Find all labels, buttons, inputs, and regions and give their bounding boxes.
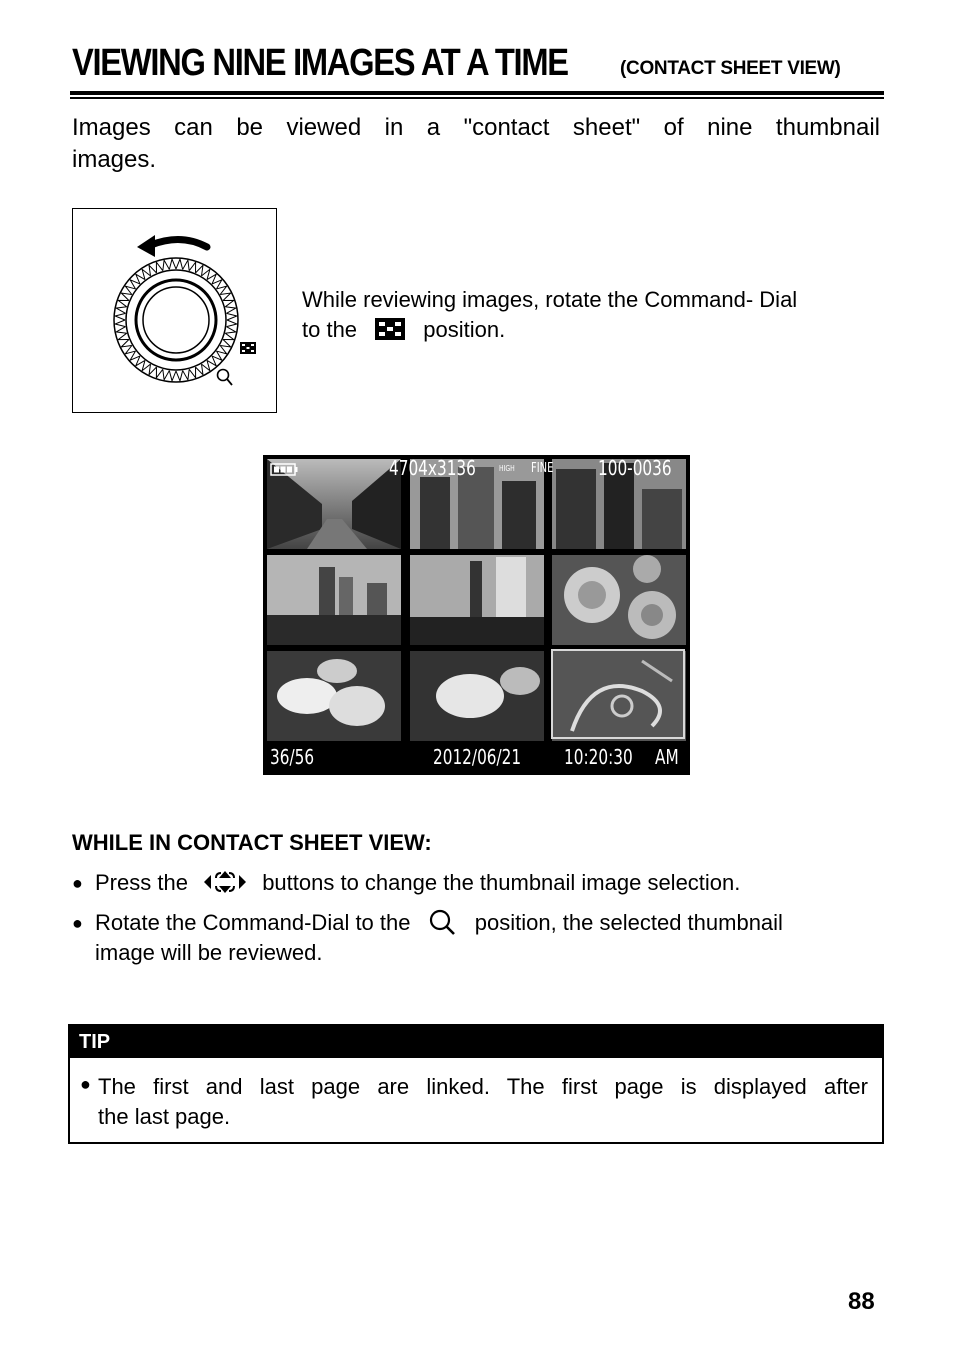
battery-icon [270,463,298,476]
bullet-dot: ● [72,873,83,893]
thumbnail-lilies-2[interactable] [410,651,544,741]
intro-line-2: images. [72,146,157,173]
lcd-quality-fine: FINE [531,461,554,476]
dial-instruction-line-2b: position. [423,317,506,342]
title-rule-thick [70,91,884,95]
command-dial-icon [73,209,276,412]
contact-sheet-icon [240,342,256,354]
thumbnail-skyline-2[interactable] [410,555,544,645]
thumbnail-roses[interactable] [552,555,686,645]
dial-instruction-line-2a: to the [302,317,358,342]
lcd-contact-sheet [263,455,690,775]
title-rule-thin [70,97,884,99]
bullet-2-after: position, the selected thumbnail [474,910,783,935]
bullet-dot: ● [72,913,83,933]
lcd-date: 2012/06/21 [433,745,522,769]
tip-label: TIP [70,1026,882,1058]
bullet-2-before: Rotate the Command-Dial to the [95,910,411,935]
lcd-time: 10:20:30 [564,745,633,769]
tip-bullet-dot: ● [80,1074,91,1094]
tip-text [98,1072,868,1132]
title-main: VIEWING NINE IMAGES AT A TIME [72,42,568,84]
dial-instruction [302,285,880,345]
tip-line-1: The first and last page are linked. The first page is displayed after [98,1074,868,1099]
thumbnail-skyline-1[interactable] [267,555,401,645]
intro-paragraph [72,112,880,176]
bullet-2-line2: image will be reviewed. [95,940,323,965]
tip-line-2: the last page. [98,1104,231,1129]
lcd-ampm: AM [655,745,679,769]
thumbnail-lilies-1[interactable] [267,651,401,741]
intro-line-1: Images can be viewed in a "contact sheet" of nine thumbnail [72,114,880,141]
page-number: 88 [848,1288,875,1315]
page-title [72,42,841,85]
section-heading: WHILE IN CONTACT SHEET VIEW: [72,830,432,855]
bullet-1-before: Press the [95,870,188,895]
contact-sheet-icon [375,318,405,340]
four-way-arrows-icon [204,869,246,895]
dial-instruction-line-1: While reviewing images, rotate the Command- Dial [302,287,798,312]
lcd-quality-high: HIGH [499,464,515,473]
lcd-top-bar [263,455,690,483]
title-sub: (CONTACT SHEET VIEW) [620,58,841,79]
tip-box [68,1024,884,1144]
lcd-file-number: 100-0036 [598,456,672,480]
lcd-resolution: 4704x3136 [389,456,476,480]
magnify-icon [218,370,233,386]
thumbnail-ironwork-selected[interactable] [552,651,686,741]
lcd-counter: 36/56 [270,745,315,769]
magnify-icon [429,909,457,935]
command-dial-illustration [72,208,277,413]
bullet-1-after: buttons to change the thumbnail image selection. [262,870,741,895]
